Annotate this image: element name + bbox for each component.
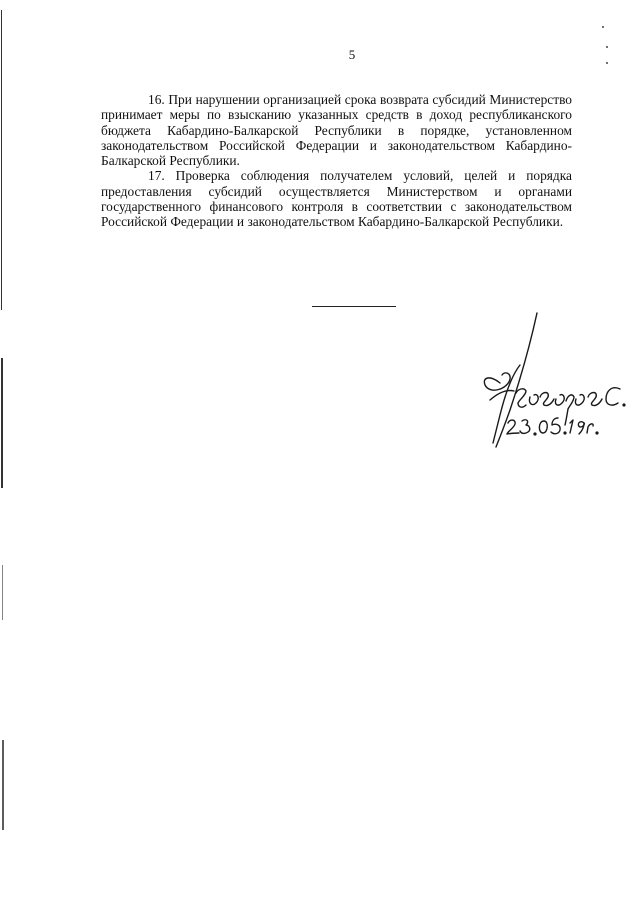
paragraph-16: 16. При нарушении организацией срока возврата субсидий Министерство принимает меры по взысканию указанных средств в доход республиканского бюджета Кабардино-Балкарской Республики в порядке, установленном законодательством Российской Федерации и законодательством Кабардино-Балкарской Республики. — [101, 92, 572, 169]
page-number: 5 — [348, 47, 356, 62]
scan-edge-mark — [1, 358, 3, 488]
body-text — [101, 92, 572, 230]
scan-edge-mark — [2, 565, 3, 620]
scan-edge-mark — [2, 740, 4, 830]
paragraph-17: 17. Проверка соблюдения получателем условий, целей и порядка предоставления субсидий осуществляется Министерством и органами государственного финансового контроля в соответствии с законодательством Российской Федерации и законодательством Кабардино-Балкарской Республики. — [101, 168, 572, 230]
separator-line — [312, 306, 396, 307]
scan-speck — [602, 26, 604, 28]
handwritten-signature — [460, 305, 630, 465]
